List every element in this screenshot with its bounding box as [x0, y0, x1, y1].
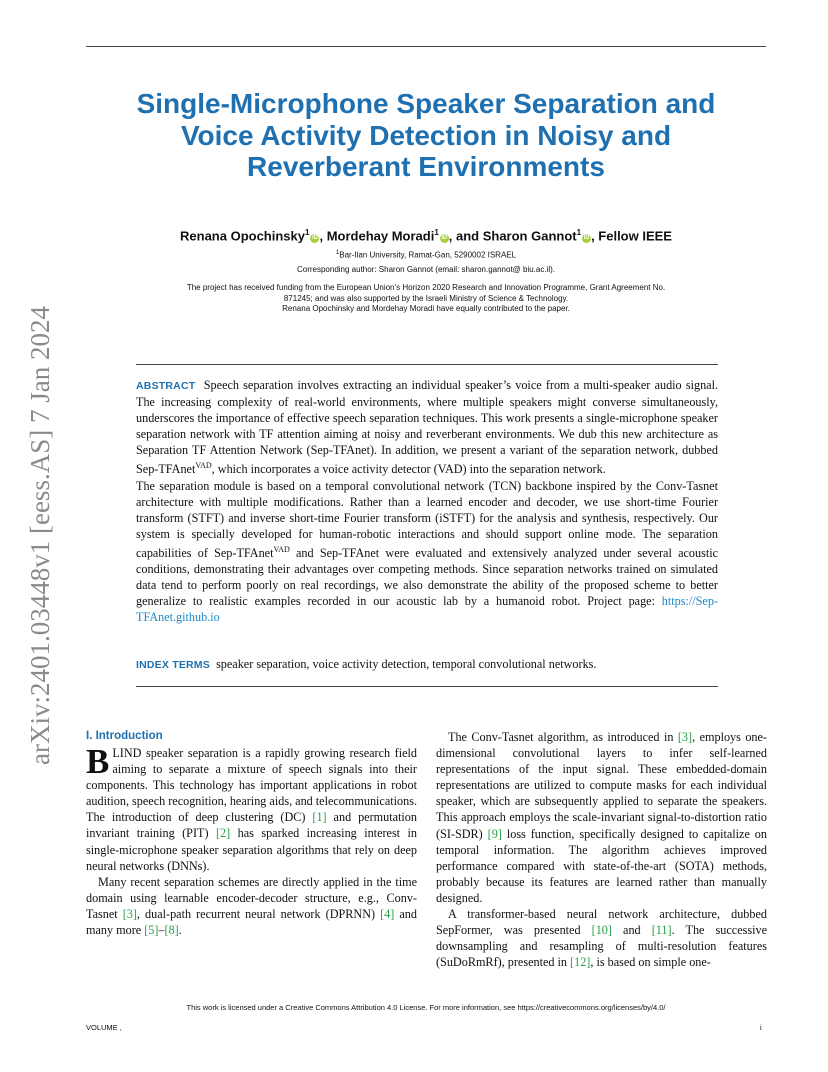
citation-link[interactable]: [8] [164, 923, 179, 938]
body-text: , dual-path recurrent neural network (DPRNN) [136, 906, 381, 921]
affiliation-marker: 1 [434, 228, 439, 237]
author-suffix: , Fellow IEEE [591, 228, 672, 244]
citation-link[interactable]: [4] [380, 906, 395, 921]
author-name: Renana Opochinsky [180, 228, 305, 244]
index-terms [136, 656, 718, 673]
citation-link[interactable]: [5] [144, 923, 159, 938]
body-paragraph [86, 874, 417, 938]
drop-cap: B [86, 742, 110, 781]
orcid-icon[interactable]: iD [441, 235, 448, 242]
body-text: LIND speaker separation is a rapidly growing research field aiming to separate a mixture of speech signals into their components. This technology has important applications in robot audition, speech recognition, hearing aids, and telecommunications. The introduction of deep clustering (DC) [86, 746, 417, 825]
abstract-text: and Sep-TFAnet were evaluated and extensively analyzed under several acoustic conditions, demonstrating their advantages over competing methods. Since separation networks trained on simulated data tend to perform poorly on real recordings, we also demonstrate the ability of the proposed scheme to better generalize to realistic examples recorded in our acoustic lab by a humanoid robot. Project page: [136, 546, 718, 609]
funding-line: 871245; and was also supported by the Israeli Ministry of Science & Technology. [283, 293, 569, 303]
body-text: and many more [86, 906, 417, 938]
citation-link[interactable]: [1] [312, 810, 327, 825]
body-text: , is based on simple one- [590, 955, 711, 970]
body-text: and permutation invariant training (PIT) [86, 810, 417, 841]
vad-superscript: VAD [195, 461, 212, 471]
citation-link[interactable]: [11] [651, 923, 672, 938]
author-name: Mordehay Moradi [326, 228, 435, 244]
citation-link[interactable]: [2] [215, 826, 231, 841]
orcid-icon[interactable]: iD [583, 235, 590, 242]
affiliation [86, 248, 766, 261]
abstract-text: The separation module is based on a temporal convolutional network (TCN) backbone inspired by the Conv-Tasnet architecture with multiple modifications. Rather than a learned encoder and decoder, we use short-time Fourier transform (STFT) and inverse short-time Fourier transform (iSTFT) for the analysis and synthesis, respectively. Our system is specially developed for human-robotic interactions and should support online mode. The separation capabilities of Sep-TFAnet [136, 478, 718, 561]
section-heading: I. Introduction [86, 730, 163, 742]
body-text: loss function, specifically designed to capitalize on temporal information. The algorithm achieves improved performance compared with state-of-the-art (SOTA) methods, probably because its features are learned rather than manually designed. [436, 826, 767, 905]
body-text: The Conv-Tasnet algorithm, as introduced in [448, 730, 678, 744]
body-text: Many recent separation schemes are directly applied in the time domain using learnable encoder-decoder structure, e.g., Conv-Tasnet [86, 874, 417, 921]
index-terms-text: speaker separation, voice activity detection, temporal convolutional networks. [216, 657, 597, 671]
funding-line: Renana Opochinsky and Mordehay Moradi have equally contributed to the paper. [282, 304, 570, 313]
author-separator: , and [448, 228, 483, 244]
affiliation-marker: 1 [305, 228, 310, 237]
top-rule [86, 46, 766, 47]
body-text: A transformer-based neural network architecture, dubbed SepFormer, was presented [436, 907, 767, 938]
abstract [136, 377, 718, 626]
body-paragraph [436, 906, 767, 970]
paper-title: Single-Microphone Speaker Separation and Voice Activity Detection in Noisy and Reverberant Environments [136, 88, 716, 182]
abstract-bottom-rule [136, 686, 718, 687]
vad-superscript: VAD [273, 545, 290, 554]
abstract-text: Speech separation involves extracting an individual speaker’s voice from a multi-speaker audio signal. The increasing complexity of real-world environments, where multiple speakers might converse simultaneously, underscores the importance of effective speech separation techniques. This work presents a single-microphone speaker separation network with TF attention aiming at noisy and reverberant environments. We dub this new architecture as Separation TF Attention Network (Sep-TFAnet). In addition, we present a variant of the separation network, dubbed Sep-TFAnet [136, 378, 719, 477]
funding-note [86, 283, 766, 315]
abstract-label: ABSTRACT [136, 380, 196, 392]
footer-page-number: i [760, 1023, 762, 1032]
affiliation-marker: 1 [335, 250, 340, 256]
body-text: . [178, 923, 182, 938]
corresponding-author: Corresponding author: Sharon Gannot (email: sharon.gannot@ biu.ac.il). [296, 265, 556, 274]
index-terms-label: INDEX TERMS [136, 659, 210, 671]
body-text: and [611, 923, 652, 938]
license-note: This work is licensed under a Creative Commons Attribution 4.0 License. For more information, see https://creativecommons.org/licenses/by/4.0/ [186, 1003, 666, 1012]
abstract-paragraph [136, 478, 718, 626]
affiliation-text: Bar-Ilan University, Ramat-Gan, 5290002 ISRAEL [339, 250, 517, 260]
body-text: . The successive downsampling and resampling of multi-resolution features (SuDoRmRf), presented in [436, 923, 767, 970]
author-list [86, 228, 766, 243]
project-page-link[interactable]: https://Sep-TFAnet.github.io [136, 594, 718, 625]
right-column [436, 729, 767, 970]
orcid-icon[interactable]: iD [311, 235, 318, 242]
funding-line: The project has received funding from the European Union’s Horizon 2020 Research and Innovation Programme, Grant Agreement No. [186, 283, 666, 292]
author-name: Sharon Gannot [482, 228, 577, 244]
body-text: – [158, 923, 165, 938]
abstract-paragraph [136, 377, 718, 478]
author-separator: , [319, 228, 327, 244]
body-paragraph [436, 729, 767, 906]
body-text: has sparked increasing interest in single-microphone speaker separation algorithms that rely on deep neural networks (DNNs). [86, 826, 417, 873]
body-paragraph [86, 742, 417, 874]
abstract-text: , which incorporates a voice activity detector (VAD) into the separation network. [211, 462, 606, 477]
abstract-top-rule [136, 364, 718, 365]
citation-link[interactable]: [3] [122, 906, 137, 921]
footer-volume: VOLUME , [86, 1023, 122, 1032]
left-column [86, 729, 417, 938]
affiliation-marker: 1 [576, 228, 582, 237]
body-text: , employs one-dimensional convolutional layers to infer self-learned representations of the input signal. These embedded-domain representations are utilized to compute masks for each individual speaker, which are subsequently applied to separate the speakers. This approach employs the scale-invariant signal-to-distortion ratio (SI-SDR) [436, 730, 767, 841]
citation-link[interactable]: [9] [487, 826, 502, 841]
citation-link[interactable]: [3] [677, 730, 693, 744]
citation-link[interactable]: [12] [570, 955, 591, 970]
arxiv-stamp[interactable]: arXiv:2401.03448v1 [eess.AS] 7 Jan 2024 [25, 306, 55, 765]
citation-link[interactable]: [10] [591, 923, 612, 938]
